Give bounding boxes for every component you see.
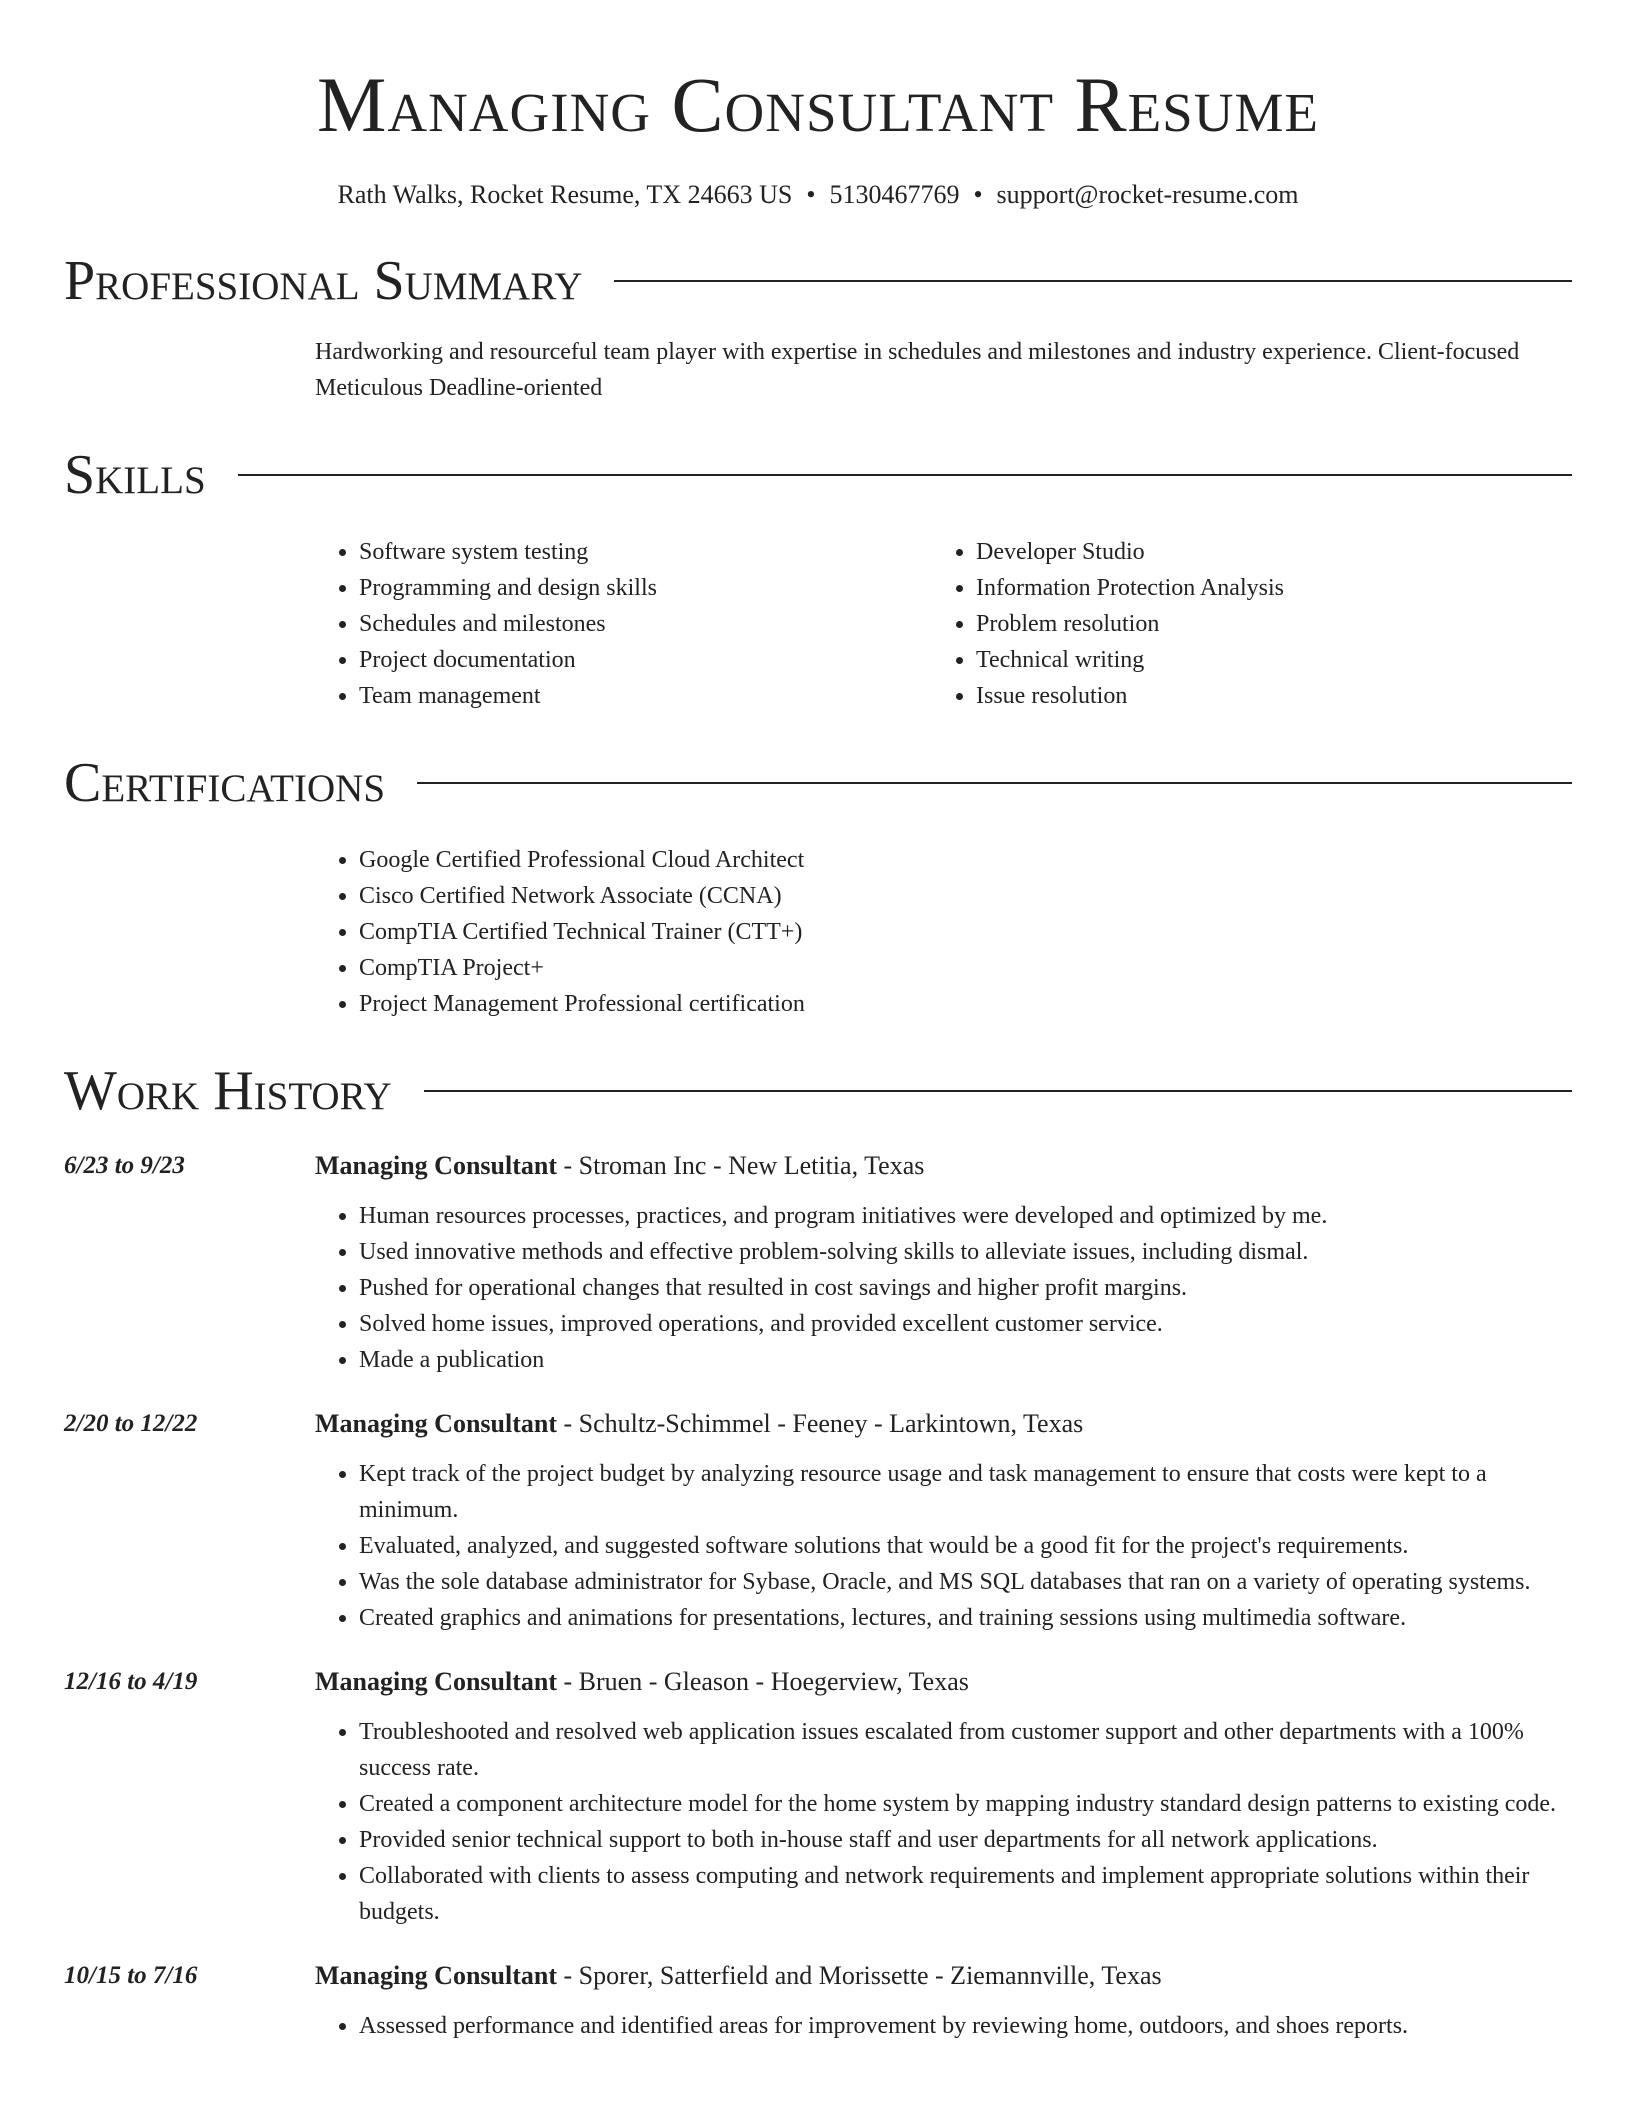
job-role: Managing Consultant	[315, 1667, 557, 1696]
job-dates: 12/16 to 4/19	[64, 1668, 198, 1695]
certification-item: • Google Certified Professional Cloud Architect	[359, 842, 1572, 878]
certification-item: • CompTIA Certified Technical Trainer (CTT+)	[359, 914, 1572, 950]
job-detail	[315, 1406, 1572, 1636]
job-entry	[64, 1958, 1572, 2044]
job-role: Managing Consultant	[315, 1151, 557, 1180]
summary-text: Hardworking and resourceful team player with expertise in schedules and milestones and industry experience. Client-focused Meticulous Deadline-oriented	[315, 339, 1520, 401]
section-work-header	[64, 1058, 1572, 1124]
skills-column-right	[932, 534, 1549, 714]
skill-item: • Developer Studio	[976, 534, 1549, 570]
job-detail	[315, 1664, 1572, 1930]
contact-separator: •	[973, 180, 983, 209]
resume-page	[64, 0, 1572, 2044]
job-dates: 6/23 to 9/23	[64, 1152, 185, 1179]
certification-item: • CompTIA Project+	[359, 950, 1572, 986]
job-bullet: • Created graphics and animations for presentations, lectures, and training sessions using multimedia software.	[359, 1600, 1572, 1636]
job-company: - Bruen - Gleason - Hoegerview, Texas	[557, 1667, 969, 1696]
job-dates: 10/15 to 7/16	[64, 1962, 198, 1989]
job-bullet: • Collaborated with clients to assess computing and network requirements and implement appropriate solutions within their budgets.	[359, 1858, 1572, 1930]
certification-item: • Project Management Professional certification	[359, 986, 1572, 1022]
job-entry	[64, 1406, 1572, 1636]
skill-item: • Programming and design skills	[359, 570, 932, 606]
skills-list	[315, 534, 1572, 714]
section-certifications-header	[64, 750, 1572, 816]
job-bullet: • Kept track of the project budget by analyzing resource usage and task management to ensure that costs were kept to a minimum.	[359, 1456, 1572, 1528]
job-bullet: • Used innovative methods and effective problem-solving skills to alleviate issues, including dismal.	[359, 1234, 1572, 1270]
job-heading	[315, 1148, 1572, 1184]
job-company: - Stroman Inc - New Letitia, Texas	[557, 1151, 925, 1180]
work-history-list	[64, 1148, 1572, 2044]
job-bullet: • Provided senior technical support to both in-house staff and user departments for all network applications.	[359, 1822, 1572, 1858]
skill-item: • Information Protection Analysis	[976, 570, 1549, 606]
skill-item: • Issue resolution	[976, 678, 1549, 714]
job-company: - Sporer, Satterfield and Morissette - Ziemannville, Texas	[557, 1961, 1162, 1990]
section-divider	[417, 782, 1572, 784]
section-summary-header	[64, 248, 1572, 314]
job-bullet: • Troubleshooted and resolved web application issues escalated from customer support and other departments with a 100% success rate.	[359, 1714, 1572, 1786]
skill-item: • Project documentation	[359, 642, 932, 678]
resume-title: Managing Consultant Resume	[317, 61, 1319, 148]
job-dates: 2/20 to 12/22	[64, 1410, 198, 1437]
section-certifications-title: Certifications	[64, 752, 386, 814]
job-company: - Schultz-Schimmel - Feeney - Larkintown, Texas	[557, 1409, 1084, 1438]
section-divider	[238, 474, 1572, 476]
contact-separator: •	[806, 180, 816, 209]
job-bullet: • Human resources processes, practices, and program initiatives were developed and optimized by me.	[359, 1198, 1572, 1234]
job-bullet: • Assessed performance and identified areas for improvement by reviewing home, outdoors, and shoes reports.	[359, 2008, 1572, 2044]
contact-email[interactable]: support@rocket-resume.com	[996, 180, 1299, 209]
certification-item: • Cisco Certified Network Associate (CCNA)	[359, 878, 1572, 914]
section-skills-header	[64, 442, 1572, 508]
job-heading	[315, 1406, 1572, 1442]
skill-item: • Problem resolution	[976, 606, 1549, 642]
skill-item: • Team management	[359, 678, 932, 714]
skill-item: • Technical writing	[976, 642, 1549, 678]
job-bullet: • Solved home issues, improved operations, and provided excellent customer service.	[359, 1306, 1572, 1342]
contact-address: Rath Walks, Rocket Resume, TX 24663 US	[337, 180, 793, 209]
job-bullet: • Was the sole database administrator for Sybase, Oracle, and MS SQL databases that ran on a variety of operating systems.	[359, 1564, 1572, 1600]
section-skills-title: Skills	[64, 444, 206, 506]
job-bullet: • Pushed for operational changes that resulted in cost savings and higher profit margins.	[359, 1270, 1572, 1306]
contact-phone: 5130467769	[829, 180, 960, 209]
job-bullet: • Evaluated, analyzed, and suggested software solutions that would be a good fit for the project's requirements.	[359, 1528, 1572, 1564]
section-divider	[424, 1090, 1572, 1092]
job-heading	[315, 1664, 1572, 1700]
contact-line	[64, 178, 1572, 212]
job-role: Managing Consultant	[315, 1961, 557, 1990]
job-entry	[64, 1664, 1572, 1930]
certifications-list	[315, 842, 1572, 1022]
job-bullet: • Made a publication	[359, 1342, 1572, 1378]
job-detail	[315, 1148, 1572, 1378]
job-detail	[315, 1958, 1572, 2044]
job-bullet: • Created a component architecture model for the home system by mapping industry standard design patterns to existing code.	[359, 1786, 1572, 1822]
section-work-title: Work History	[64, 1060, 392, 1122]
skill-item: • Schedules and milestones	[359, 606, 932, 642]
skill-item: • Software system testing	[359, 534, 932, 570]
job-entry	[64, 1148, 1572, 1378]
job-heading	[315, 1958, 1572, 1994]
skills-column-left	[315, 534, 932, 714]
section-divider	[614, 280, 1572, 282]
section-summary-title: Professional Summary	[64, 250, 583, 312]
job-role: Managing Consultant	[315, 1409, 557, 1438]
